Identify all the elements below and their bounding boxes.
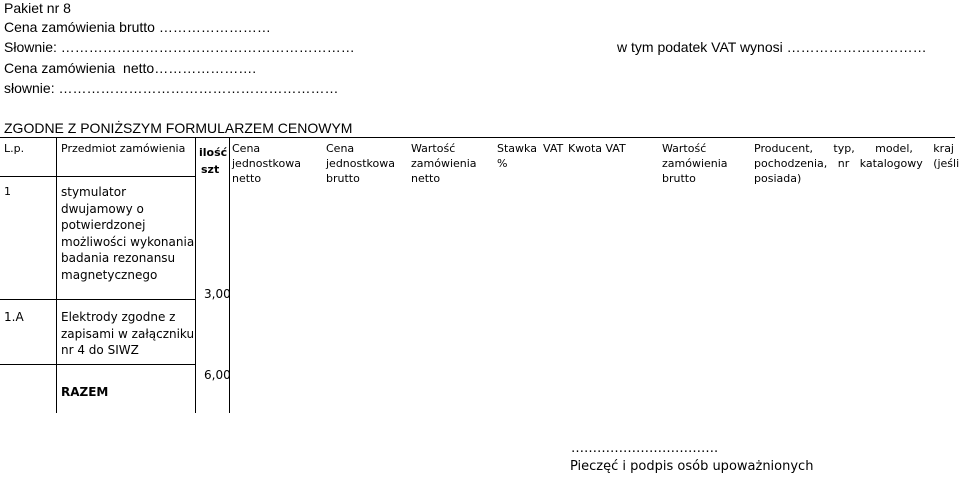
row-1-subject-line-1: stymulator: [61, 185, 127, 199]
row-1-subject-line-6: magnetycznego: [61, 267, 158, 282]
col-subject: Przedmiot zamówienia: [61, 142, 186, 155]
subject-column-border: [195, 137, 196, 413]
form-title: ZGODNE Z PONIŻSZYM FORMULARZEM CENOWYM: [4, 120, 353, 136]
row-2-bottom-border: [0, 364, 195, 365]
col-qty-1: ilość: [199, 146, 228, 159]
col-producer-3: posiada): [754, 172, 802, 185]
col-qty-2: szt: [201, 163, 220, 176]
col-value-net-1: Wartość: [411, 142, 456, 155]
row-1-subject-line-2: dwujamowy o: [61, 201, 144, 216]
col-producer-2: pochodzenia, nr katalogowy (jeśli: [754, 157, 959, 170]
col-value-gross-3: brutto: [662, 172, 696, 185]
row-2-qty: 6,00: [204, 368, 231, 382]
col-unit-gross-2: jednostkowa: [326, 157, 395, 170]
row-2-subject-line-1: Elektrody zgodne z: [61, 310, 176, 324]
net-price-line: Cena zamówienia netto………………….: [4, 60, 257, 76]
gross-price-line: Cena zamówienia brutto ……………………: [4, 19, 271, 35]
col-unit-net-3: netto: [232, 172, 262, 185]
signature-label: Pieczęć i podpis osób upoważnionych: [570, 459, 814, 474]
row-2-subject-line-2: zapisami w załączniku: [61, 326, 195, 341]
col-value-gross-1: Wartość: [662, 142, 707, 155]
row-1-lp: 1: [4, 185, 11, 198]
row-2-lp: 1.A: [4, 310, 24, 324]
col-producer-1: Producent, typ, model, kraj: [754, 142, 954, 155]
col-vat-rate-1: Stawka: [497, 142, 537, 155]
words-line-2: słownie: ……………………………………………………: [4, 80, 339, 96]
row-1-qty: 3,00: [204, 287, 231, 301]
total-label: RAZEM: [61, 385, 109, 399]
row-1-subject-line-3: potwierdzonej: [61, 218, 146, 232]
package-number: Pakiet nr 8: [4, 0, 71, 16]
vat-note: w tym podatek VAT wynosi …………………………: [617, 39, 927, 55]
col-value-net-2: zamówienia: [411, 157, 477, 170]
table-top-border: [0, 137, 955, 138]
words-line-1: Słownie: ………………………………………………………: [4, 39, 355, 55]
col-vat-amount: Kwota VAT: [568, 142, 626, 155]
header-bottom-border: [0, 176, 195, 177]
col-unit-gross-3: brutto: [326, 172, 360, 185]
col-value-net-3: netto: [411, 172, 441, 185]
col-unit-net-1: Cena: [232, 142, 261, 155]
col-unit-net-2: jednostkowa: [232, 157, 301, 170]
col-vat-rate-2: %: [497, 157, 508, 170]
col-value-gross-2: zamówienia: [662, 157, 728, 170]
row-2-subject-line-3: nr 4 do SIWZ: [61, 343, 139, 357]
col-lp: L.p.: [4, 142, 25, 155]
row-1-subject-line-4: możliwości wykonania: [61, 234, 195, 249]
row-1-subject-line-5: badania rezonansu: [61, 251, 176, 265]
row-1-bottom-border: [0, 299, 195, 300]
lp-column-border: [56, 137, 57, 413]
signature-dots: …………………………….: [571, 441, 719, 456]
col-vat-rate-1b: VAT: [543, 142, 564, 155]
col-unit-gross-1: Cena: [326, 142, 355, 155]
